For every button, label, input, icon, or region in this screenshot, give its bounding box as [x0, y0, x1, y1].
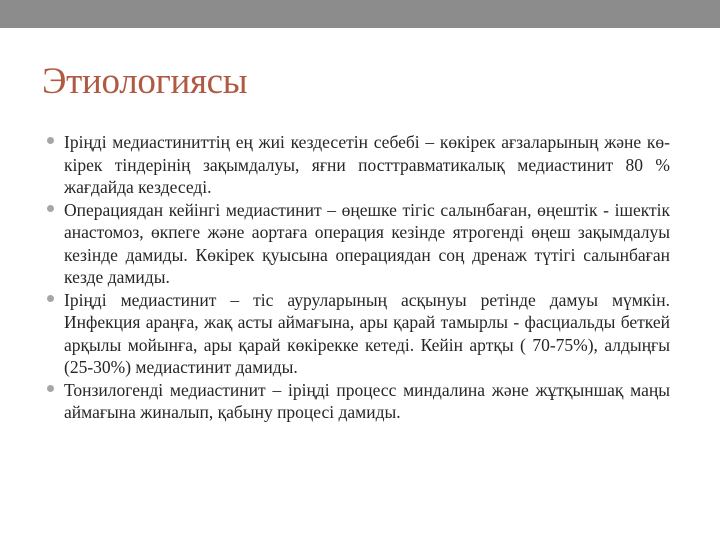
- bullet-item-4: [64, 379, 670, 424]
- bullet-item-2: [64, 199, 670, 289]
- bullet-dot-icon: [47, 137, 54, 144]
- top-accent-bar: [0, 0, 720, 28]
- bullet-dot-icon: [47, 205, 54, 212]
- bullet-text-4: Тонзилогенді медиастинит – іріңді процесс миндалина және жұтқыншақ маңы аймағына жиналып, қабыну процесі дамиды.: [64, 379, 670, 422]
- bullet-list: [0, 131, 670, 424]
- bullet-item-3: [64, 289, 670, 379]
- bullet-item-1: [64, 131, 670, 199]
- bullet-dot-icon: [47, 385, 54, 392]
- bullet-dot-icon: [47, 295, 54, 302]
- bullet-text-3: Іріңді медиастинит – тіс ауруларының асқынуы ретінде дамуы мүмкін. Инфекция араңға, жақ асты аймағына, ары қарай тамырлы - фасциальды беткей арқылы мойынға, ары қарай көкірекке кетеді. Кейін артқы ( 70-75%), алдыңғы (25-30%) медиастинит дамиды.: [64, 289, 670, 377]
- slide-title: Этиологиясы: [42, 61, 248, 102]
- bullet-text-2: Операциядан кейінгі медиастинит – өңешке тігіс салынбаған, өңештік - ішектік анастомоз, өкпеге және аортаға операция кезінде ятрогенді өңеш зақымдалуы кезінде дамиды. Көкірек қуысына операциядан соң дренаж түтігі салынбаған кезде дамиды.: [64, 199, 670, 287]
- bullet-text-1: Іріңді медиастиниттің ең жиі кездесетін себебі – көкірек ағзаларының және көкірек тіндерінің зақымдалуы, яғни посттравматикалық медиастинит 80 % жағдайда кездеседі.: [64, 132, 670, 197]
